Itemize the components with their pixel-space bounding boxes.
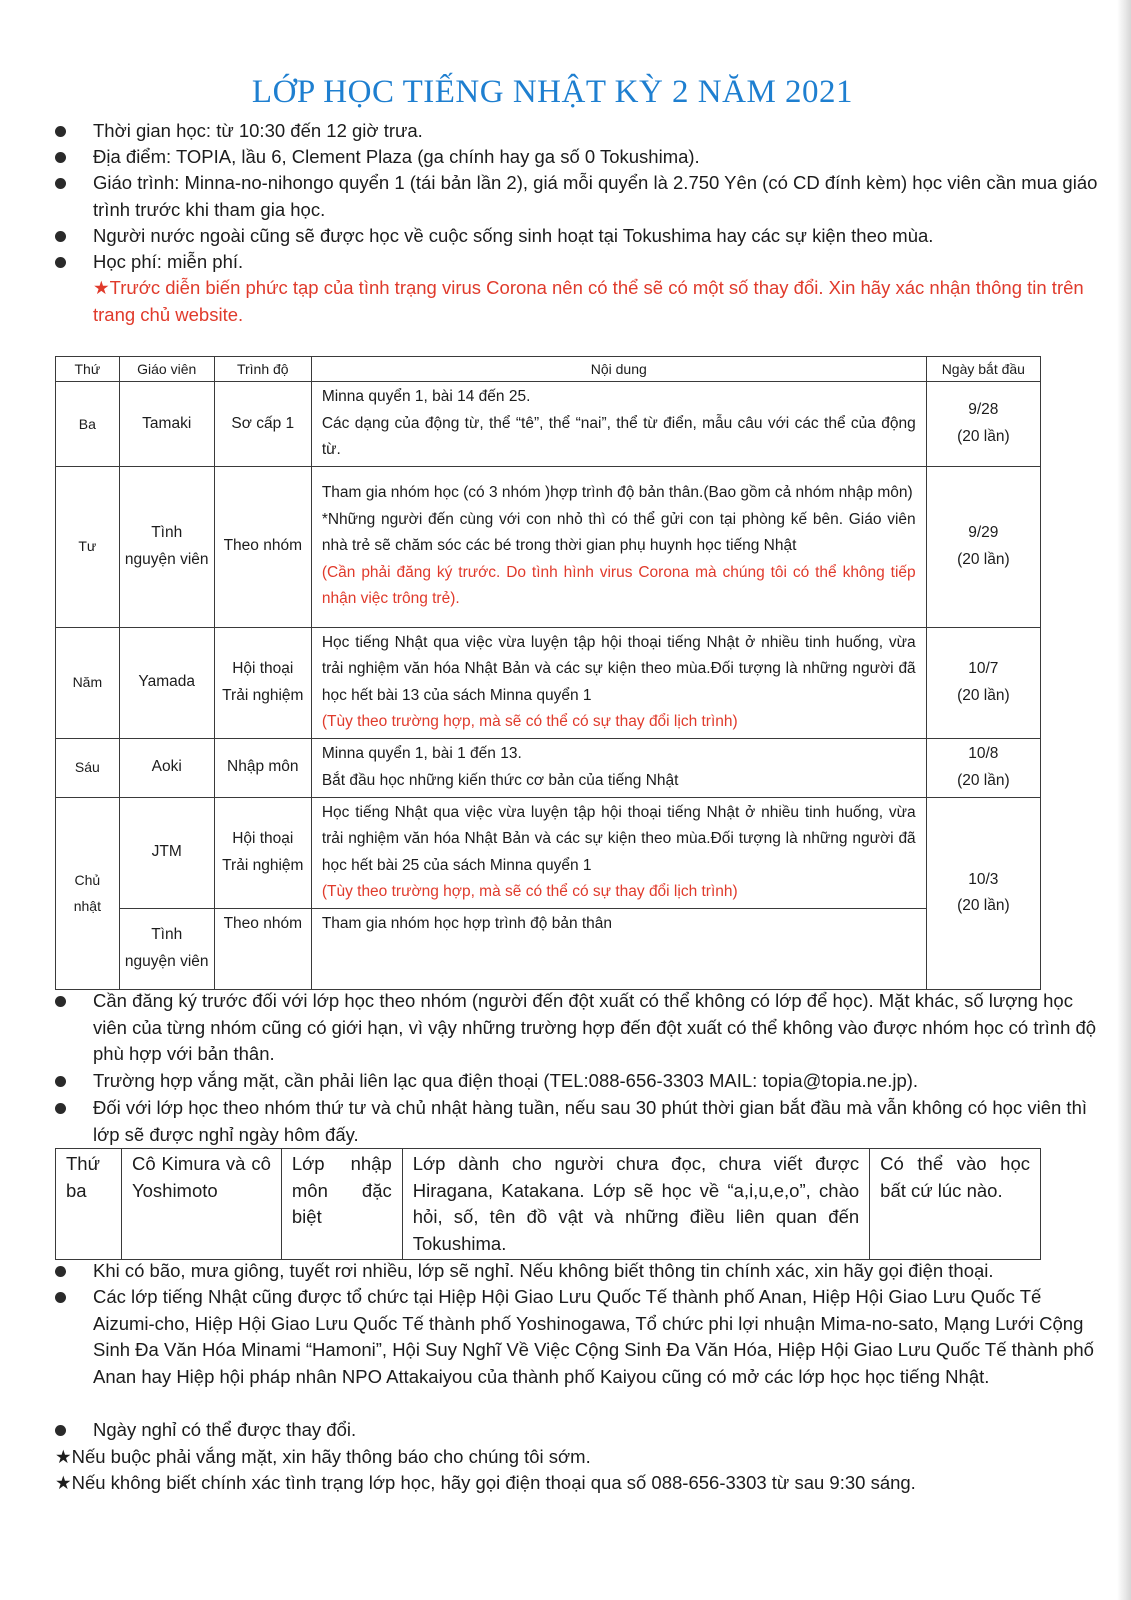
- header-teacher: Giáo viên: [119, 357, 214, 382]
- row-content: Học tiếng Nhật qua việc vừa luyện tập hội thoại tiếng Nhật ở nhiều tinh huống, vừa trải nghiệm văn hóa Nhật Bản và các sự kiện theo mùa.Đối tượng là những người đã học hết bài 13 của sách Minna quyển 1 (Tùy theo trường hợp, mà sẽ có thể có sự thay đổi lịch trình): [311, 627, 926, 738]
- row-day: Sáu: [56, 738, 120, 797]
- row-level: Theo nhóm: [214, 908, 311, 989]
- row-day: Tư: [56, 466, 120, 627]
- row-content: Học tiếng Nhật qua việc vừa luyện tập hội thoại tiếng Nhật ở nhiều tinh huống, vừa trải nghiệm văn hóa Nhật Bản và các sự kiện theo mùa.Đối tượng là những người đã học hết bài 25 của sách Minna quyển 1 (Tùy theo trường hợp, mà sẽ có thể có sự thay đổi lịch trình): [311, 797, 926, 908]
- note-cancellation: Đối với lớp học theo nhóm thứ tư và chủ nhật hàng tuần, nếu sau 30 phút thời gian bắt đầu mà vẫn không có học viên thì lớp sẽ được nghỉ ngày hôm đấy.: [0, 1095, 1100, 1148]
- bullet-icon: [55, 1292, 66, 1303]
- bullet-icon: [55, 231, 66, 242]
- page-title: LỚP HỌC TIẾNG NHẬT KỲ 2 NĂM 2021: [251, 74, 854, 110]
- star-note-absence: ★Nếu buộc phải vắng mặt, xin hãy thông báo cho chúng tôi sớm.: [55, 1446, 591, 1467]
- row-start-date: 9/29 (20 lần): [926, 466, 1040, 627]
- row-level: Theo nhóm: [214, 466, 311, 627]
- note-absence: Trường hợp vắng mặt, cần phải liên lạc qua điện thoại (TEL:088-656-3303 MAIL: topia@topia.ne.jp).: [0, 1068, 1100, 1095]
- row-content: Tham gia nhóm học hợp trình độ bản thân: [311, 908, 926, 989]
- page-edge: [1117, 0, 1131, 1600]
- row-start-date: 10/3 (20 lần): [926, 797, 1040, 989]
- info-location: Địa điểm: TOPIA, lầu 6, Clement Plaza (ga chính hay ga số 0 Tokushima).: [0, 144, 1100, 171]
- info-time: Thời gian học: từ 10:30 đến 12 giờ trưa.: [0, 118, 1100, 145]
- special-day: Thứ ba: [56, 1149, 122, 1260]
- special-class-table: [55, 1148, 1041, 1260]
- table-row: [56, 738, 1041, 797]
- row-teacher: JTM: [119, 797, 214, 908]
- row-level: Sơ cấp 1: [214, 382, 311, 467]
- table-row: [56, 627, 1041, 738]
- table-row: [56, 382, 1041, 467]
- row-day: Chủ nhật: [56, 797, 120, 989]
- row-content: Minna quyển 1, bài 14 đến 25. Các dạng của động từ, thể “tê”, thể “nai”, thể từ điển, mẫu câu với các thể của động từ.: [311, 382, 926, 467]
- corona-notice: ★Trước diễn biến phức tạp của tình trạng virus Corona nên có thể sẽ có một số thay đổi. Xin hãy xác nhận thông tin trên trang chủ website.: [93, 277, 1084, 325]
- header-level: Trình độ: [214, 357, 311, 382]
- bullet-icon: [55, 126, 66, 137]
- row-teacher: Aoki: [119, 738, 214, 797]
- row-day: Ba: [56, 382, 120, 467]
- row-day: Năm: [56, 627, 120, 738]
- row-teacher: Tình nguyện viên: [119, 466, 214, 627]
- bullet-icon: [55, 1425, 66, 1436]
- bullet-icon: [55, 1266, 66, 1277]
- schedule-table: [55, 356, 1041, 990]
- bullet-icon: [55, 1103, 66, 1114]
- bullet-icon: [55, 257, 66, 268]
- row-content: Minna quyển 1, bài 1 đến 13. Bắt đầu học những kiến thức cơ bản của tiếng Nhật: [311, 738, 926, 797]
- info-textbook: Giáo trình: Minna-no-nihongo quyển 1 (tái bản lần 2), giá mỗi quyển là 2.750 Yên (có CD đính kèm) học viên cần mua giáo trình trước khi tham gia học.: [0, 170, 1100, 223]
- row-level: Hội thoại Trải nghiệm: [214, 627, 311, 738]
- info-fee: Học phí: miễn phí.: [0, 249, 1100, 276]
- special-join: Có thể vào học bất cứ lúc nào.: [870, 1149, 1041, 1260]
- special-teachers: Cô Kimura và cô Yoshimoto: [121, 1149, 281, 1260]
- bullet-icon: [55, 178, 66, 189]
- row-level: Nhập môn: [214, 738, 311, 797]
- special-content: Lớp dành cho người chưa đọc, chưa viết được Hiragana, Katakana. Lớp sẽ học về “a,i,u,e,o”, chào hỏi, số, tên đồ vật và những điều liên quan đến Tokushima.: [402, 1149, 869, 1260]
- header-day: Thứ: [56, 357, 120, 382]
- row-teacher: Yamada: [119, 627, 214, 738]
- bullet-icon: [55, 152, 66, 163]
- row-teacher: Tình nguyện viên: [119, 908, 214, 989]
- table-row: [56, 1149, 1041, 1260]
- special-type: Lớp nhập môn đặc biệt: [281, 1149, 402, 1260]
- row-start-date: 10/8 (20 lần): [926, 738, 1040, 797]
- header-content: Nội dung: [311, 357, 926, 382]
- row-content: Tham gia nhóm học (có 3 nhóm )hợp trình độ bản thân.(Bao gồm cả nhóm nhập môn) *Những người đến cùng với con nhỏ thì có thể gửi con tại phòng kế bên. Giáo viên nhà trẻ sẽ chăm sóc các bé trong thời gian phụ huynh học tiếng Nhật (Cần phải đăng ký trước. Do tình hình virus Corona mà chúng tôi có thể không tiếp nhận việc trông trẻ).: [311, 466, 926, 627]
- table-header-row: [56, 357, 1041, 382]
- star-note-phone: ★Nếu không biết chính xác tình trạng lớp học, hãy gọi điện thoại qua số 088-656-3303 từ sau 9:30 sáng.: [55, 1472, 916, 1493]
- note-registration: Cần đăng ký trước đối với lớp học theo nhóm (người đến đột xuất có thể không có lớp để học). Mặt khác, số lượng học viên của từng nhóm cũng có giới hạn, vì vậy những trường hợp đến đột xuất có thể không vào được nhóm học có trình độ phù hợp với bản thân.: [0, 988, 1100, 1068]
- note-weather: Khi có bão, mưa giông, tuyết rơi nhiều, lớp sẽ nghỉ. Nếu không biết thông tin chính xác, xin hãy gọi điện thoại.: [0, 1258, 1100, 1285]
- header-start-date: Ngày bắt đầu: [926, 357, 1040, 382]
- bullet-icon: [55, 996, 66, 1007]
- note-other-classes: Các lớp tiếng Nhật cũng được tổ chức tại Hiệp Hội Giao Lưu Quốc Tế thành phố Anan, Hiệp Hội Giao Lưu Quốc Tế Aizumi-cho, Hiệp Hội Giao Lưu Quốc Tế thành phố Yoshinogawa, Tổ chức phi lợi nhuận Mima-no-sato, Mạng Lưới Cộng Sinh Đa Văn Hóa Minami “Hamoni”, Hội Suy Nghĩ Về Việc Cộng Sinh Đa Văn Hóa, Hiệp Hội Giao Lưu Quốc Tế thành phố Anan hay Hiệp hội pháp nhân NPO Attakaiyou của thành phố Kaiyou cũng có mở các lớp học học tiếng Nhật.: [0, 1284, 1100, 1390]
- table-row: [56, 466, 1041, 627]
- bullet-icon: [55, 1076, 66, 1087]
- row-start-date: 9/28 (20 lần): [926, 382, 1040, 467]
- row-start-date: 10/7 (20 lần): [926, 627, 1040, 738]
- row-teacher: Tamaki: [119, 382, 214, 467]
- table-row: [56, 908, 1041, 989]
- table-row: [56, 797, 1041, 908]
- note-holidays: Ngày nghỉ có thể được thay đổi.: [0, 1417, 1100, 1444]
- info-foreigners: Người nước ngoài cũng sẽ được học về cuộc sống sinh hoạt tại Tokushima hay các sự kiện theo mùa.: [0, 223, 1100, 250]
- row-level: Hội thoại Trải nghiệm: [214, 797, 311, 908]
